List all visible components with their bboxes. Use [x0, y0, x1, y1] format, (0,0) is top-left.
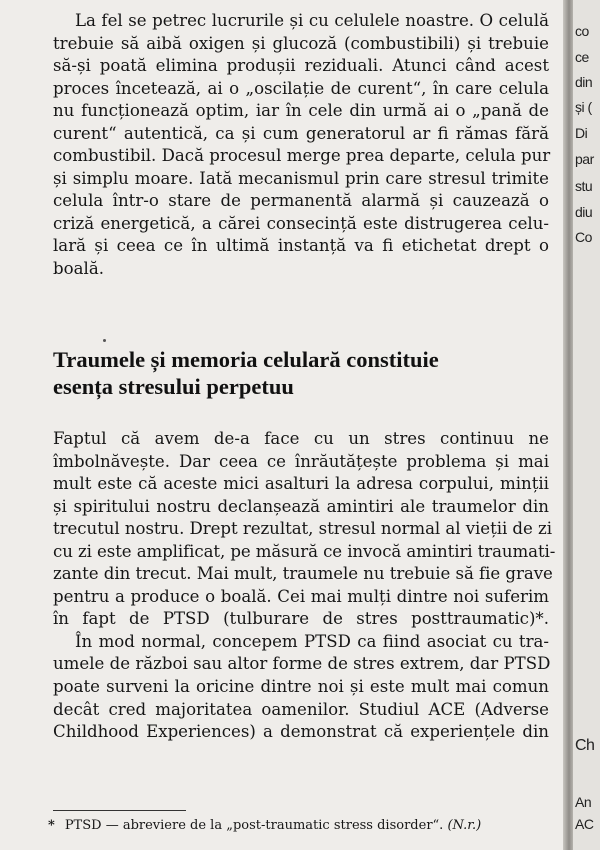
paragraph-continuous-stress: [53, 428, 556, 631]
text-line: În mod normal, concepem PTSD ca fiind asociat cu tra-: [75, 631, 549, 651]
footnote: [48, 818, 481, 834]
text-line: lară și ceea ce în ultimă instanță va fi etichetat drept o: [53, 236, 549, 256]
body-text-top: [53, 10, 549, 281]
text-line: La fel se petrec lucrurile și cu celulele noastre. O celulă: [75, 11, 549, 30]
text-line: decât cred majoritatea oamenilor. Studiul ACE (Adverse: [53, 699, 549, 719]
text-line: curent“ autentică, ca și cum generatorul ar fi rămas fără: [53, 123, 549, 143]
edge-fragment: co: [575, 23, 589, 39]
edge-fragment: și (: [575, 99, 592, 115]
text-line: boală.: [53, 259, 104, 279]
book-page-right-edge: [573, 0, 600, 850]
edge-fragment: AC: [575, 816, 594, 832]
edge-fragment: Di: [575, 125, 588, 141]
text-line: mult este că aceste mici asalturi la adresa corpului, minții: [53, 474, 549, 494]
text-line: trebuie să aibă oxigen și glucoză (combustibili) și trebuie: [53, 33, 549, 53]
edge-fragment: Ch: [575, 737, 595, 754]
text-line: nu funcționează optim, iar în cele din urmă ai o „pană de: [53, 101, 549, 121]
text-line: celula într-o stare de permanentă alarmă și cauzează o: [53, 191, 549, 211]
heading-line: esența stresului perpetuu: [53, 374, 294, 399]
heading-line: Traumele și memoria celulară constituie: [53, 347, 439, 372]
text-line: umele de război sau altor forme de stres extrem, dar PTSD: [53, 654, 551, 674]
text-line: cu zi este amplificat, pe măsură ce invocă amintiri traumati-: [53, 541, 556, 561]
edge-fragment: stu: [575, 178, 593, 194]
heading-trauma-cellular-memory: [53, 346, 549, 400]
paragraph-ptsd-ace: [53, 631, 549, 744]
footnote-rule: [53, 810, 186, 811]
edge-fragment: ce: [575, 49, 589, 65]
text-line: criză energetică, a cărei consecință este distrugerea celu-: [53, 213, 549, 233]
edge-fragment: Co: [575, 229, 592, 245]
text-line: trecutul nostru. Drept rezultat, stresul normal al vieții de zi: [53, 519, 552, 539]
edge-fragment: din: [575, 74, 593, 90]
text-line: să-și poată elimina produșii reziduali. Atunci când acest: [53, 56, 549, 76]
text-line: Childhood Experiences) a demonstrat că experiențele din: [53, 722, 549, 742]
text-line: și simplu moare. Iată mecanismul prin care stresul trimite: [53, 168, 549, 188]
text-line: combustibil. Dacă procesul merge prea departe, celula pur: [53, 146, 551, 166]
book-gutter: [563, 0, 573, 850]
section-heading: [53, 346, 549, 400]
text-line: îmbolnăvește. Dar ceea ce înrăutățește problema și mai: [53, 451, 549, 471]
footnote-marker: *: [48, 818, 55, 833]
footnote-note: (N.r.): [447, 818, 482, 833]
text-line: în fapt de PTSD (tulburare de stres posttraumatic)*.: [53, 609, 549, 629]
text-line: Faptul că avem de-a face cu un stres continuu ne: [53, 429, 549, 448]
edge-fragment: par: [575, 151, 594, 167]
edge-fragment: diu: [575, 204, 593, 220]
body-text-bottom: [53, 428, 556, 744]
text-line: proces încetează, ai o „oscilație de curent“, în care celula: [53, 78, 549, 98]
paragraph-cell-energy: [53, 10, 549, 281]
text-line: zante din trecut. Mai mult, traumele nu trebuie să fie grave: [53, 564, 553, 584]
text-line: poate surveni la oricine dintre noi și este mult mai comun: [53, 677, 549, 697]
footnote-text: PTSD — abreviere de la „post-traumatic stress disorder“.: [64, 818, 444, 833]
edge-fragment: An: [575, 794, 592, 810]
text-line: pentru a produce o boală. Cei mai mulți dintre noi suferim: [53, 586, 549, 606]
text-line: și spiritului nostru declanșează amintiri ale traumelor din: [53, 496, 549, 516]
print-speck: [103, 339, 106, 342]
